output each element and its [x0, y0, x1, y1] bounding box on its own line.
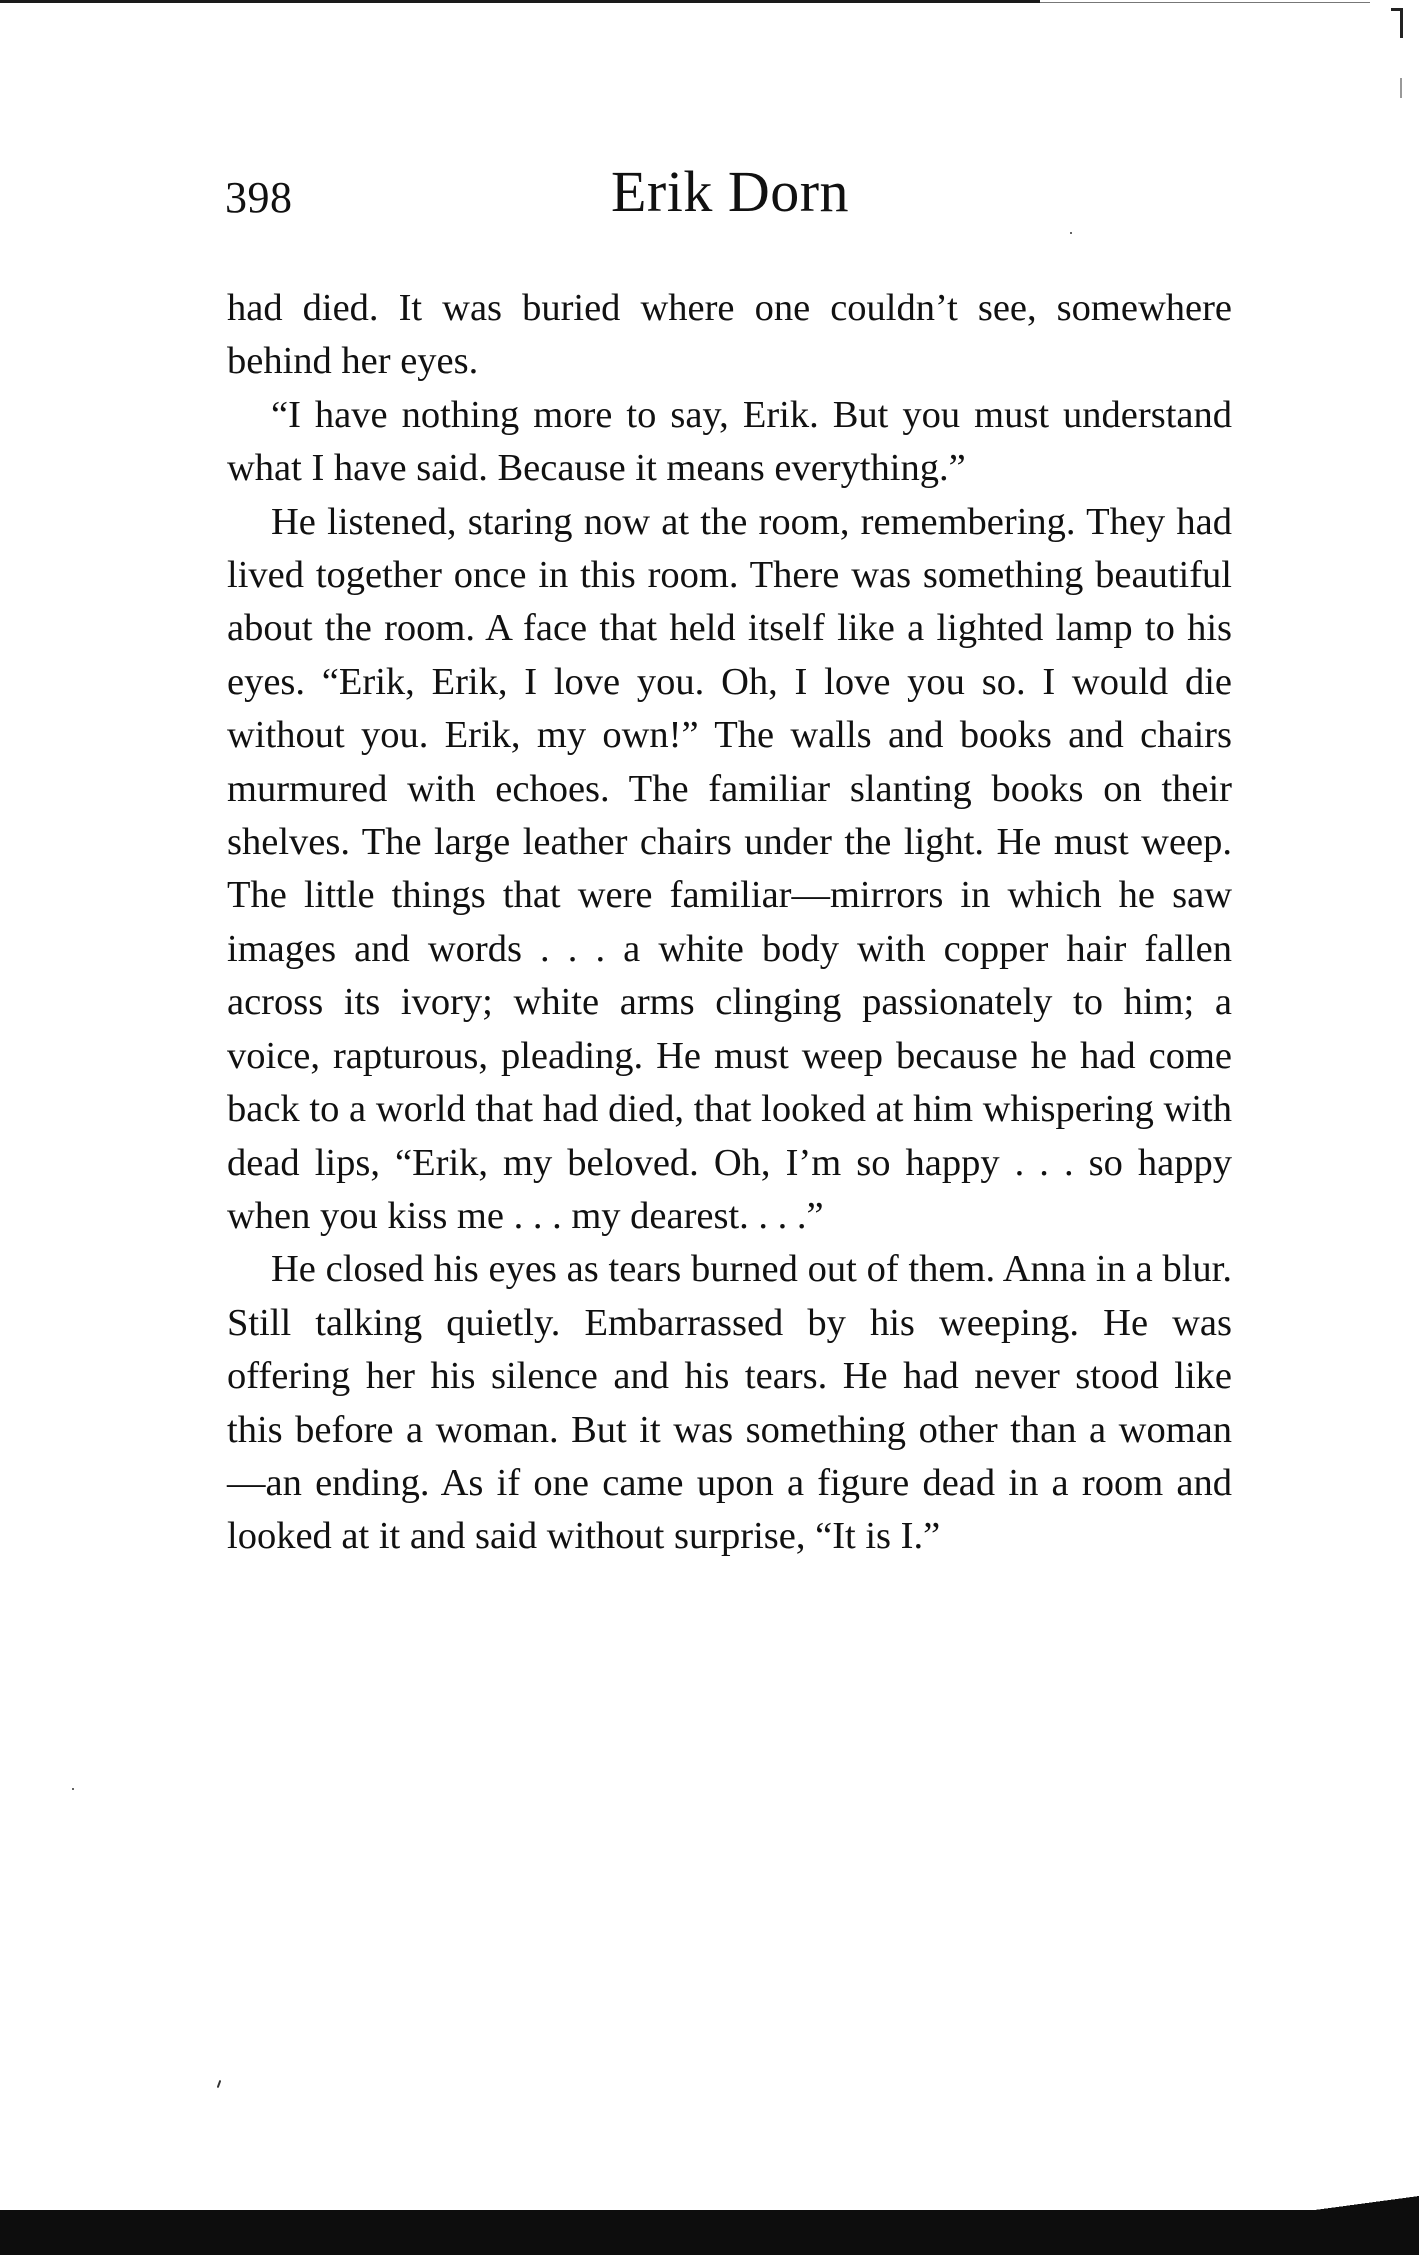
book-title: Erik Dorn — [610, 159, 850, 224]
scan-top-border-faint — [1040, 2, 1370, 3]
paragraph: had died. It was buried where one couldn’t see, somewhere behind her eyes. — [227, 287, 1232, 383]
body-text — [227, 282, 1232, 1564]
paragraph: “I have nothing more to say, Erik. But you must understand what I have said. Because it means everything.” — [227, 393, 1232, 490]
scan-bottom-border — [0, 2210, 1419, 2255]
paragraph: He closed his eyes as tears burned out of them. Anna in a blur. Still talking quietly. Embarrassed by his weeping. He was offering her his silence and his tears. He had never stood like this before a woman. But it was something other than a woman—an ending. As if one came upon a figure dead in a room and looked at it and said without surprise, “It is I.” — [227, 1248, 1232, 1558]
scan-speck — [217, 2080, 222, 2088]
scan-edge-mark — [1400, 78, 1402, 98]
paragraph: He listened, staring now at the room, remembering. They had lived together once in this room. There was something beautiful about the room. A face that held itself like a lighted lamp to his eyes. “Erik, Erik, I love you. Oh, I love you so. I would die without you. Erik, my own!” The walls and books and chairs murmured with echoes. The familiar slanting books on their shelves. The large leather chairs under the light. He must weep. The little things that were familiar—mirrors in which he saw images and words . . . a white body with copper hair fallen across its ivory; white arms clinging passionately to him; a voice, rapturous, pleading. He must weep because he had come back to a world that had died, that looked at him whispering with dead lips, “Erik, my beloved. Oh, I’m so happy . . . so happy when you kiss me . . . my dearest. . . .” — [227, 500, 1232, 1237]
scan-corner-mark — [1391, 8, 1403, 38]
scan-top-border — [0, 0, 1040, 3]
page-number: 398 — [225, 173, 293, 222]
running-head — [225, 158, 1235, 238]
scan-speck — [72, 1788, 74, 1790]
